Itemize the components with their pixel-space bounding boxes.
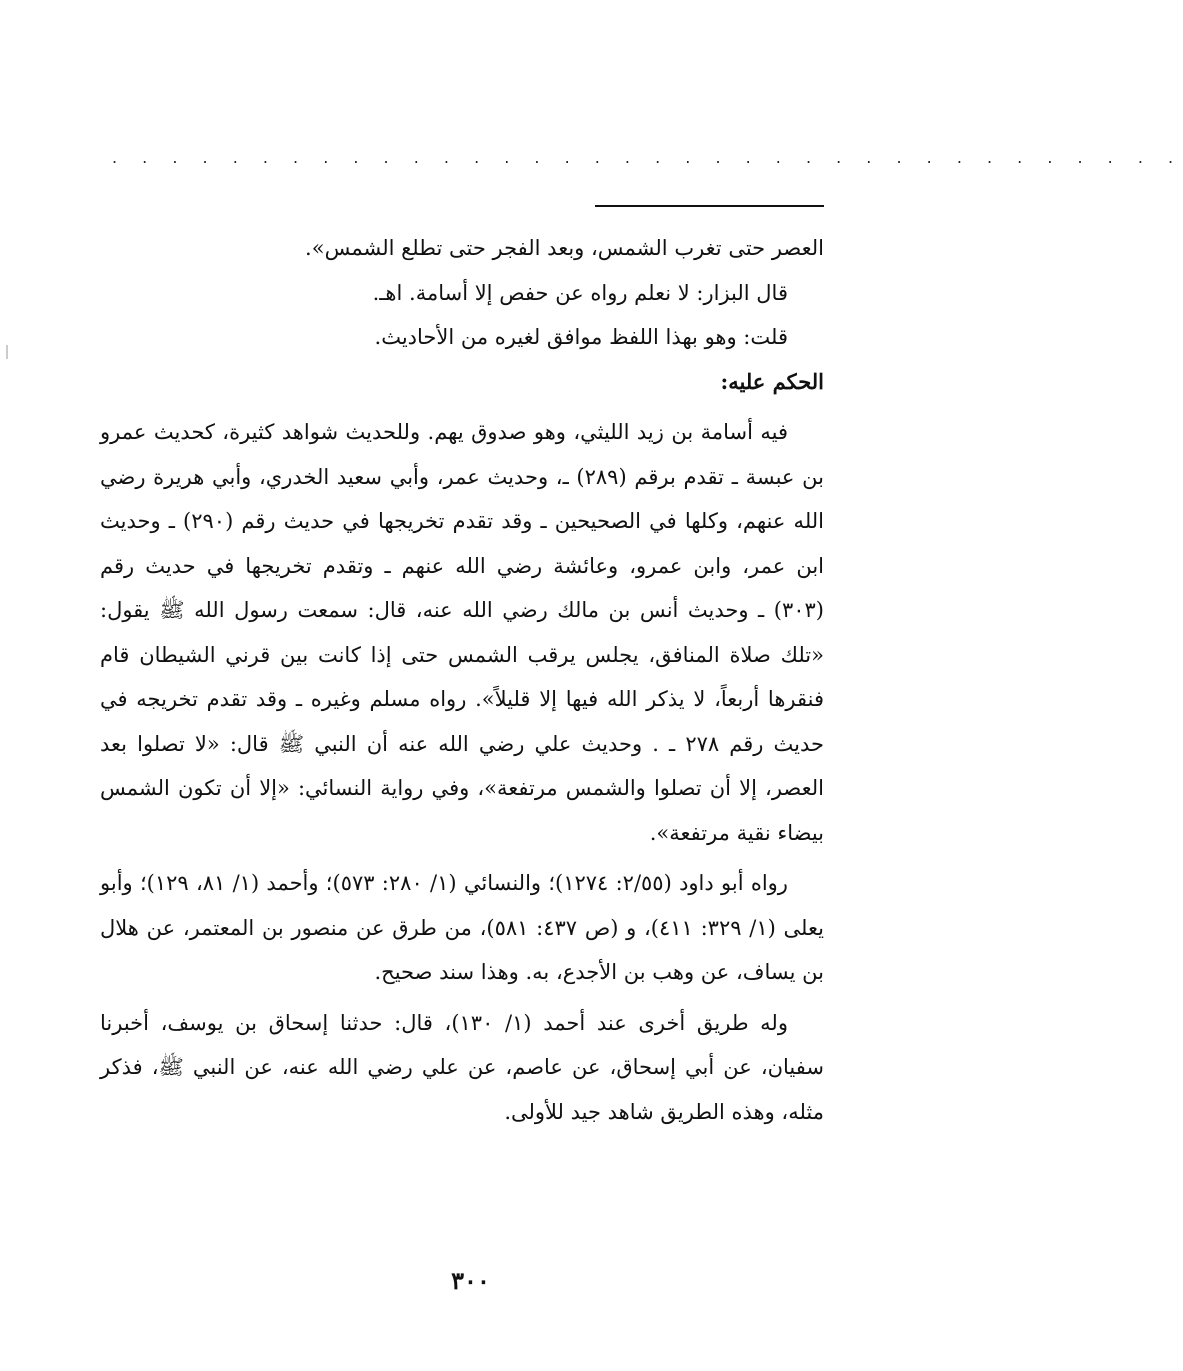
paragraph-continuation: العصر حتى تغرب الشمس، وبعد الفجر حتى تطلع الشمس». xyxy=(305,236,824,260)
paragraph-ruling: فيه أسامة بن زيد الليثي، وهو صدوق يهم. وللحديث شواهد كثيرة، كحديث عمرو بن عبسة ـ تقدم برقم (٢٨٩) ـ، وحديث عمر، وأبي سعيد الخدري، وأبي هريرة رضي الله عنهم، وكلها في الصحيحين ـ وقد تقدم تخريجها في حديث رقم (٢٩٠) ـ وحديث ابن عمر، وابن عمرو، وعائشة رضي الله عنهم ـ وتقدم تخريجها في حديث رقم (٣٠٣) ـ وحديث أنس بن مالك رضي الله عنه، قال: سمعت رسول الله ﷺ يقول: «تلك صلاة المنافق، يجلس يرقب الشمس حتى إذا كانت بين قرني الشيطان قام فنقرها أربعاً، لا يذكر الله فيها إلا قليلاً». رواه مسلم وغيره ـ وقد تقدم تخريجه في حديث رقم ٢٧٨ ـ . وحديث علي رضي الله عنه أن النبي ﷺ قال: «لا تصلوا بعد العصر، إلا أن تصلوا والشمس مرتفعة»، وفي رواية النسائي: «إلا أن تكون الشمس بيضاء نقية مرتفعة». xyxy=(100,420,825,845)
paragraph-sources: رواه أبو داود (٢/٥٥: ١٢٧٤)؛ والنسائي (١/ ٢٨٠: ٥٧٣)؛ وأحمد (١/ ٨١، ١٢٩)؛ وأبو يعلى (١/ ٣٢٩: ٤١١)، و (ص ٤٣٧: ٥٨١)، من طرق عن منصور بن المعتمر، عن هلال بن يساف، عن وهب بن الأجدع، به. وهذا سند صحيح. xyxy=(100,871,824,984)
paragraph-other-route: وله طريق أخرى عند أحمد (١/ ١٣٠)، قال: حدثنا إسحاق بن يوسف، أخبرنا سفيان، عن أبي إسحاق، عن عاصم، عن علي رضي الله عنه، عن النبي ﷺ، فذكر مثله، وهذه الطريق شاهد جيد للأولى. xyxy=(100,1010,824,1124)
body-text xyxy=(100,226,824,1134)
dotted-separator: . . . . . . . . . . . . . . . . . . . . . . . . . . . . . . . . . . . . xyxy=(112,148,1183,167)
footnote-rule xyxy=(595,205,824,207)
paragraph-bazzar: قال البزار: لا نعلم رواه عن حفص إلا أسامة. اهـ. xyxy=(372,280,788,305)
paragraph-qultu: قلت: وهو بهذا اللفظ موافق لغيره من الأحاديث. xyxy=(374,325,788,349)
section-heading: الحكم عليه: xyxy=(720,368,824,394)
scan-edge-mark xyxy=(6,345,8,359)
page-number: ٣٠٠ xyxy=(451,1266,490,1295)
